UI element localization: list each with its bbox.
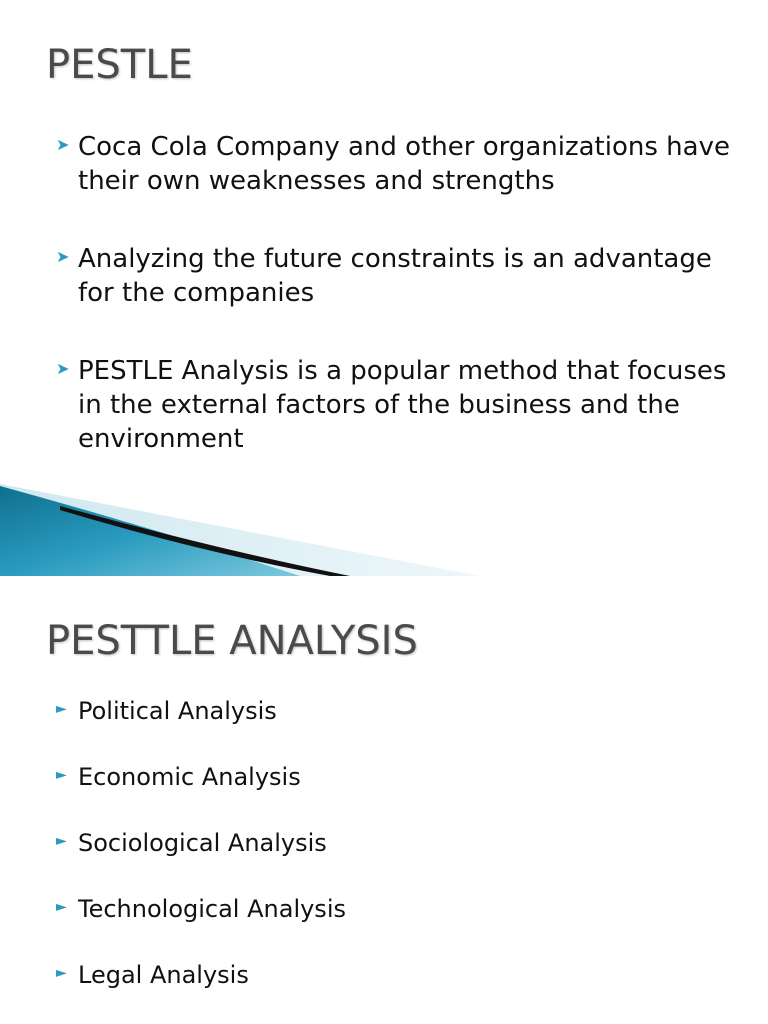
bullet-text: PESTLE Analysis is a popular method that focuses in the external factors of the business and the environment	[78, 356, 727, 454]
triangle-right-icon: ►	[56, 833, 67, 849]
chevron-right-icon: ➤	[56, 247, 70, 266]
bullet-text: Legal Analysis	[78, 961, 249, 989]
chevron-right-icon: ➤	[56, 135, 70, 154]
bullet-text: Technological Analysis	[78, 895, 346, 923]
triangle-right-icon: ►	[56, 899, 67, 915]
bullet-item	[56, 130, 736, 198]
bullet-item	[56, 696, 736, 726]
decorative-swoosh	[0, 470, 480, 576]
bullet-text: Sociological Analysis	[78, 829, 327, 857]
bullet-text: Political Analysis	[78, 697, 277, 725]
chevron-right-icon: ➤	[56, 359, 70, 378]
bullet-text: Economic Analysis	[78, 763, 301, 791]
bullet-list	[56, 130, 736, 500]
triangle-right-icon: ►	[56, 701, 67, 717]
bullet-list	[56, 696, 736, 1024]
triangle-right-icon: ►	[56, 965, 67, 981]
bullet-text: Analyzing the future constraints is an advantage for the companies	[78, 244, 712, 308]
bullet-item	[56, 242, 736, 310]
bullet-item	[56, 762, 736, 792]
bullet-item	[56, 960, 736, 990]
slide-title: PESTTLE ANALYSIS	[46, 618, 418, 664]
triangle-right-icon: ►	[56, 767, 67, 783]
slide-pesttle-analysis	[0, 576, 768, 1024]
bullet-item	[56, 894, 736, 924]
slide-title: PESTLE	[46, 42, 193, 88]
bullet-text: Coca Cola Company and other organizations have their own weaknesses and strengths	[78, 132, 730, 196]
bullet-item	[56, 828, 736, 858]
bullet-item	[56, 354, 736, 456]
